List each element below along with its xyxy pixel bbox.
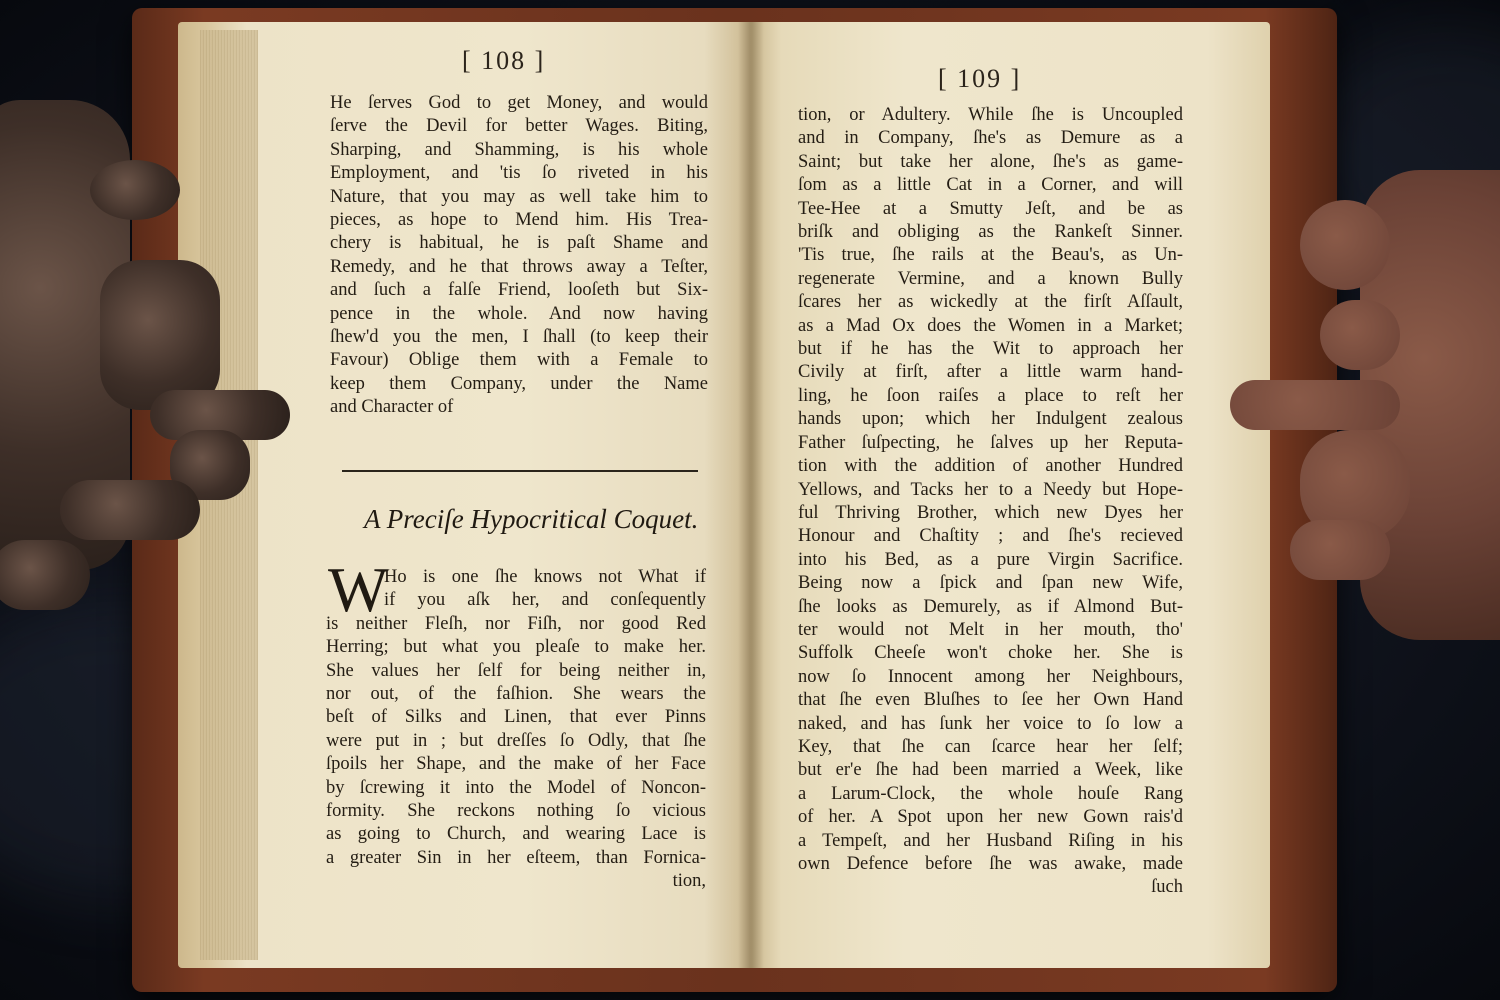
text-line: Key, that ſhe can ſcarce hear her ſelf; <box>798 736 1183 757</box>
text-line: 'Tis true, ſhe rails at the Beau's, as Un- <box>798 245 1183 266</box>
left-paragraph <box>330 92 708 420</box>
text-line: as a Mad Ox does the Women in a Market; <box>798 315 1183 336</box>
text-line: pieces, as hope to Mend him. His Trea- <box>330 210 708 231</box>
catchword: ſuch <box>1151 877 1183 898</box>
text-line: were put in ; but dreſſes ſo Odly, that ſhe <box>326 730 706 751</box>
drop-cap: W <box>328 554 389 625</box>
second-paragraph-lead <box>384 566 706 613</box>
text-line: ful Thriving Brother, which new Dyes her <box>798 502 1183 523</box>
text-line: a greater Sin in her eſteem, than Fornica- <box>326 847 706 868</box>
book-gutter <box>738 22 764 968</box>
text-line: as going to Church, and wearing Lace is <box>326 824 706 845</box>
text-line: Nature, that you may as well take him to <box>330 186 708 207</box>
text-line: keep them Company, under the Name <box>330 373 708 394</box>
text-line: She values her ſelf for being neither in, <box>326 660 706 681</box>
text-line: briſk and obliging as the Rankeſt Sinner. <box>798 222 1183 243</box>
text-line: and Character of <box>330 397 454 418</box>
left-page-number: [ 108 ] <box>462 46 546 75</box>
right-page-number: [ 109 ] <box>938 64 1022 93</box>
text-line: Ho is one ſhe knows not What if <box>384 567 706 587</box>
text-line: own Defence before ſhe was awake, made <box>798 854 1183 874</box>
text-line: Employment, and 'tis ſo riveted in his <box>330 163 708 184</box>
text-line: nor out, of the faſhion. She wears the <box>326 684 706 705</box>
text-line: naked, and has ſunk her voice to ſo low a <box>798 713 1183 734</box>
text-line: Father ſuſpecting, he ſalves up her Reputa- <box>798 432 1183 453</box>
text-line: beſt of Silks and Linen, that ever Pinns <box>326 707 706 728</box>
text-line: chery is habitual, he is paſt Shame and <box>330 233 708 254</box>
text-line: Tee-Hee at a Smutty Jeſt, and be as <box>798 198 1183 219</box>
text-line: and ſuch a falſe Friend, looſeth but Six- <box>330 280 708 301</box>
text-line: of her. A Spot upon her new Gown rais'd <box>798 807 1183 828</box>
text-line: Herring; but what you pleaſe to make her. <box>326 637 706 658</box>
text-line: ter would not Melt in her mouth, tho' <box>798 619 1183 640</box>
text-line: Sharping, and Shamming, is his whole <box>330 139 708 160</box>
text-line: Being now a ſpick and ſpan new Wife, <box>798 573 1183 594</box>
text-line: a Larum-Clock, the whole houſe Rang <box>798 783 1183 804</box>
text-line: now ſo Innocent among her Neighbours, <box>798 666 1183 687</box>
text-line: ſcares her as wickedly at the firſt Aſſault, <box>798 292 1183 313</box>
text-line: that ſhe even Bluſhes to ſee her Own Hand <box>798 690 1183 711</box>
text-line: ſhe looks as Demurely, as if Almond But- <box>798 596 1183 617</box>
text-line: Honour and Chaſtity ; and ſhe's recieved <box>798 526 1183 547</box>
text-line: He ſerves God to get Money, and would <box>330 93 708 113</box>
text-line: regenerate Vermine, and a known Bully <box>798 268 1183 289</box>
text-line: and in Company, ſhe's as Demure as a <box>798 128 1183 149</box>
text-line: ſhew'd you the men, I ſhall (to keep their <box>330 327 708 348</box>
text-line: tion with the addition of another Hundred <box>798 456 1183 477</box>
text-line: into his Bed, as a pure Virgin Sacrifice. <box>798 549 1183 570</box>
text-line: Suffolk Cheeſe won't choke her. She is <box>798 643 1183 664</box>
text-line: Saint; but take her alone, ſhe's as game- <box>798 151 1183 172</box>
text-line: pence in the whole. And now having <box>330 303 708 324</box>
right-paragraph <box>798 104 1183 900</box>
text-line: is neither Fleſh, nor Fiſh, nor good Red <box>326 613 706 634</box>
text-line: Civily at firſt, after a little warm hand- <box>798 362 1183 383</box>
text-line: ling, he ſoon raiſes a place to reſt her <box>798 385 1183 406</box>
second-paragraph <box>326 613 706 894</box>
text-line: tion, or Adultery. While ſhe is Uncoupled <box>798 105 1183 125</box>
text-line: but er'e ſhe had been married a Week, like <box>798 760 1183 781</box>
text-line: ſerve the Devil for better Wages. Biting, <box>330 116 708 137</box>
text-line: Yellows, and Tacks her to a Needy but Hope- <box>798 479 1183 500</box>
text-line: Remedy, and he that throws away a Teſter, <box>330 256 708 277</box>
text-line: if you aſk her, and conſequently <box>384 590 706 611</box>
text-line: formity. She reckons nothing ſo vicious <box>326 801 706 822</box>
text-line: Favour) Oblige them with a Female to <box>330 350 708 371</box>
text-line: hands upon; which her Indulgent zealous <box>798 409 1183 430</box>
section-heading: A Preciſe Hypocritical Coquet. <box>364 504 699 534</box>
section-divider <box>342 470 698 472</box>
text-line: a Tempeſt, and her Husband Riſing in his <box>798 830 1183 851</box>
text-line: ſpoils her Shape, and the make of her Face <box>326 754 706 775</box>
text-line: by ſcrewing it into the Model of Noncon- <box>326 777 706 798</box>
text-line: but if he has the Wit to approach her <box>798 339 1183 360</box>
catchword: tion, <box>672 871 706 892</box>
text-line: ſom as a little Cat in a Corner, and will <box>798 175 1183 196</box>
